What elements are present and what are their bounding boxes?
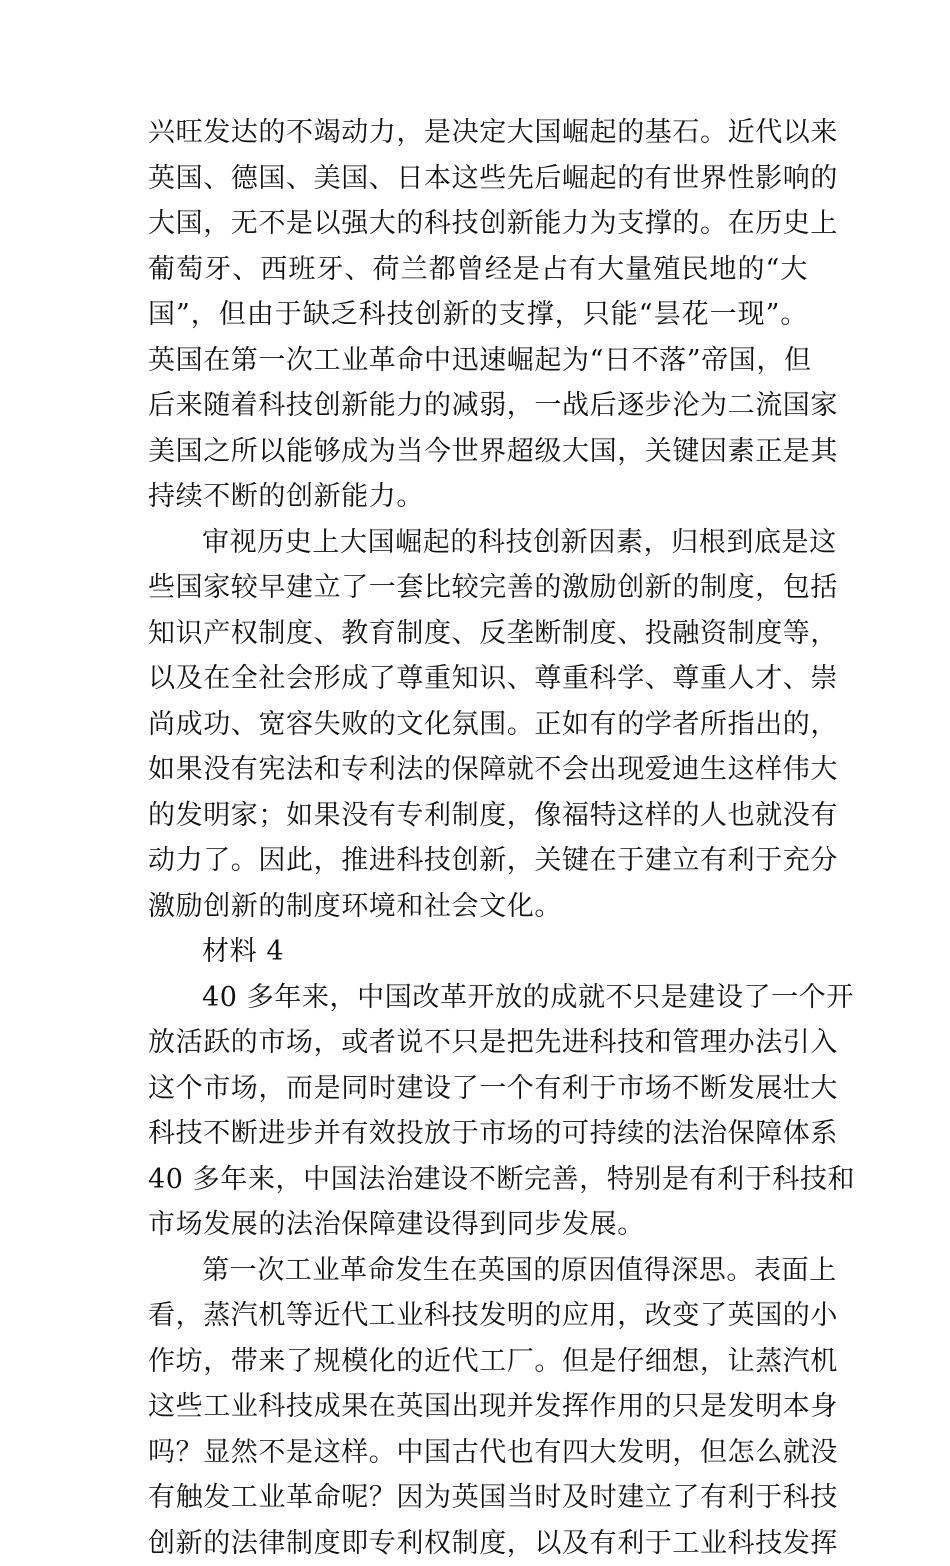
paragraph-1-line-3: 大国，无不是以强大的科技创新能力为支撑的。在历史上	[148, 201, 808, 247]
paragraph-2-line-2: 些国家较早建立了一套比较完善的激励创新的制度，包括	[148, 565, 808, 611]
paragraph-1-line-6: 英国在第一次工业革命中迅速崛起为“日不落”帝国，但	[148, 338, 808, 384]
paragraph-2-line-1: 审视历史上大国崛起的科技创新因素，归根到底是这	[148, 520, 808, 566]
paragraph-1-line-8: 美国之所以能够成为当今世界超级大国，关键因素正是其	[148, 429, 808, 475]
paragraph-4-line-7: 创新的法律制度即专利权制度，以及有利于工业科技发挥	[148, 1521, 808, 1566]
paragraph-4-line-6: 有触发工业革命呢？因为英国当时及时建立了有利于科技	[148, 1475, 808, 1521]
paragraph-3-line-2: 放活跃的市场，或者说不只是把先进科技和管理办法引入	[148, 1020, 808, 1066]
paragraph-1-line-5: 国”，但由于缺乏科技创新的支撑，只能“昙花一现”。	[148, 292, 808, 338]
document-body	[148, 110, 808, 1566]
paragraph-3-line-1: 40 多年来，中国改革开放的成就不只是建设了一个开	[148, 975, 808, 1021]
paragraph-3-line-6: 市场发展的法治保障建设得到同步发展。	[148, 1202, 808, 1248]
paragraph-2-line-5: 尚成功、宽容失败的文化氛围。正如有的学者所指出的，	[148, 702, 808, 748]
paragraph-2-line-8: 动力了。因此，推进科技创新，关键在于建立有利于充分	[148, 838, 808, 884]
paragraph-2-line-9: 激励创新的制度环境和社会文化。	[148, 884, 808, 930]
paragraph-3-line-5: 40 多年来，中国法治建设不断完善，特别是有利于科技和	[148, 1157, 808, 1203]
paragraph-4-line-5: 吗？显然不是这样。中国古代也有四大发明，但怎么就没	[148, 1430, 808, 1476]
paragraph-1-line-2: 英国、德国、美国、日本这些先后崛起的有世界性影响的	[148, 156, 808, 202]
paragraph-1-line-9: 持续不断的创新能力。	[148, 474, 808, 520]
paragraph-2-line-4: 以及在全社会形成了尊重知识、尊重科学、尊重人才、崇	[148, 656, 808, 702]
paragraph-2-line-6: 如果没有宪法和专利法的保障就不会出现爱迪生这样伟大	[148, 747, 808, 793]
paragraph-1-line-1: 兴旺发达的不竭动力，是决定大国崛起的基石。近代以来	[148, 110, 808, 156]
paragraph-4-line-2: 看，蒸汽机等近代工业科技发明的应用，改变了英国的小	[148, 1293, 808, 1339]
paragraph-3-line-3: 这个市场，而是同时建设了一个有利于市场不断发展壮大	[148, 1066, 808, 1112]
paragraph-4-line-4: 这些工业科技成果在英国出现并发挥作用的只是发明本身	[148, 1384, 808, 1430]
paragraph-1-line-7: 后来随着科技创新能力的减弱，一战后逐步沦为二流国家	[148, 383, 808, 429]
paragraph-2-line-3: 知识产权制度、教育制度、反垄断制度、投融资制度等，	[148, 611, 808, 657]
paragraph-3-line-4: 科技不断进步并有效投放于市场的可持续的法治保障体系	[148, 1111, 808, 1157]
paragraph-2-line-7: 的发明家；如果没有专利制度，像福特这样的人也就没有	[148, 793, 808, 839]
paragraph-4-line-3: 作坊，带来了规模化的近代工厂。但是仔细想，让蒸汽机	[148, 1339, 808, 1385]
paragraph-4-line-1: 第一次工业革命发生在英国的原因值得深思。表面上	[148, 1248, 808, 1294]
material-heading: 材料 4	[148, 929, 808, 975]
paragraph-1-line-4: 葡萄牙、西班牙、荷兰都曾经是占有大量殖民地的“大	[148, 247, 808, 293]
